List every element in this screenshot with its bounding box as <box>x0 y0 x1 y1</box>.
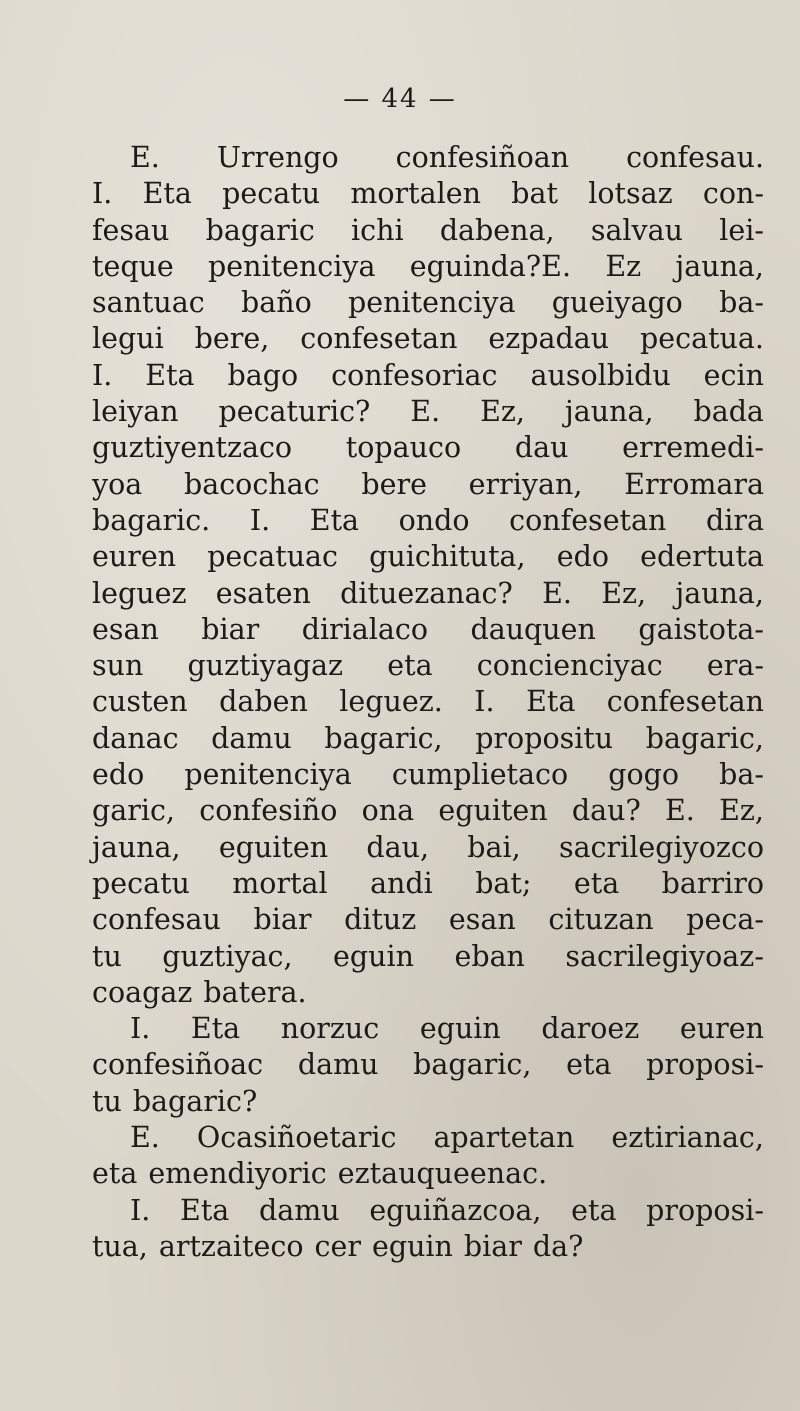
word: eztauqueenac. <box>337 1157 548 1191</box>
word: E. <box>130 1121 160 1155</box>
word: barriro <box>661 866 764 900</box>
word: pecatuac <box>207 540 339 574</box>
text-line <box>92 830 764 866</box>
word: Urrengo <box>216 141 339 174</box>
word: eta <box>92 1157 138 1191</box>
word: mortalen <box>350 177 481 211</box>
word: erremedi- <box>622 431 764 465</box>
word: bagaric? <box>132 1084 258 1118</box>
word: ecin <box>703 358 764 392</box>
text-line <box>92 394 764 430</box>
word: concienciyac <box>476 649 663 683</box>
word: ichi <box>351 213 404 247</box>
word: peca- <box>686 903 764 937</box>
text-line <box>92 358 764 394</box>
word: Eta <box>145 358 195 392</box>
word: daroez <box>541 1012 640 1046</box>
text-line <box>92 902 764 938</box>
word: I. <box>130 1193 151 1227</box>
word: confesiñoan <box>395 141 570 174</box>
word: bagaric <box>205 213 315 247</box>
word: eguiten <box>438 794 548 828</box>
word: bere, <box>194 322 270 356</box>
word: esaten <box>215 576 311 610</box>
word: esan <box>92 612 159 646</box>
word: euren <box>679 1012 764 1046</box>
word: cumplietaco <box>391 758 569 792</box>
text-line <box>92 793 764 829</box>
word: jauna, <box>564 395 654 429</box>
word: leguez <box>92 576 187 610</box>
word: propositu <box>475 721 614 755</box>
text-line <box>92 1120 764 1156</box>
word: leguez. <box>339 685 443 719</box>
word: fesau <box>92 213 170 247</box>
word: I. <box>474 685 495 719</box>
word: dabena, <box>439 213 555 247</box>
word: eta <box>571 1193 617 1227</box>
word: eguin <box>371 1229 453 1263</box>
text-line <box>92 612 764 648</box>
word: jauna, <box>92 830 181 864</box>
word: gaistota- <box>638 612 764 646</box>
word: penitenciya <box>184 758 352 792</box>
word: euren <box>92 540 177 574</box>
word: biar <box>201 612 260 646</box>
word: confesetan <box>509 503 667 537</box>
text-line <box>92 1047 764 1083</box>
word: Erromara <box>624 467 764 501</box>
text-line <box>92 684 764 720</box>
word: dira <box>705 503 764 537</box>
word: Eta <box>526 685 576 719</box>
word: damu <box>297 1048 379 1082</box>
text-line <box>92 503 764 539</box>
word: edo <box>556 540 609 574</box>
word: eguiten <box>218 830 329 864</box>
word: bere <box>361 467 427 501</box>
word: eguiñazcoa, <box>369 1193 542 1227</box>
word: sun <box>92 649 144 683</box>
word: daben <box>219 685 308 719</box>
word: topauco <box>345 431 462 465</box>
word: guichituta, <box>369 540 526 574</box>
text-line <box>92 648 764 684</box>
word: con- <box>702 177 764 211</box>
word: bagaric. <box>92 503 211 537</box>
word: Ez, <box>719 794 764 828</box>
word: damu <box>211 721 292 755</box>
word: bada <box>693 395 764 429</box>
word: E. <box>664 794 695 828</box>
word: tu <box>92 939 122 973</box>
word: ba- <box>719 286 764 320</box>
word: teque <box>92 249 174 283</box>
word: dau, <box>366 830 430 864</box>
word: era- <box>706 649 764 683</box>
word: eguinda?E. <box>409 249 572 283</box>
text-line <box>92 757 764 793</box>
word: proposi- <box>646 1193 764 1227</box>
text-line <box>92 975 764 1011</box>
word: dituz <box>344 903 417 937</box>
text-line <box>92 576 764 612</box>
word: ondo <box>398 503 470 537</box>
word: guztiyac, <box>162 939 293 973</box>
word: coagaz <box>92 975 193 1009</box>
word: andi <box>370 866 433 900</box>
word: garic, <box>92 794 175 828</box>
word: Ez, <box>480 395 525 429</box>
word: eban <box>454 939 525 973</box>
word: bagaric, <box>645 721 764 755</box>
text-line <box>92 1229 764 1265</box>
word: Ez <box>605 249 642 283</box>
text-line <box>92 866 764 902</box>
body-text <box>92 140 764 1265</box>
word: confesau. <box>626 141 764 174</box>
text-line <box>92 1193 764 1229</box>
word: pecatu <box>92 866 190 900</box>
word: edertuta <box>640 540 764 574</box>
word: eguin <box>419 1012 501 1046</box>
word: ona <box>361 794 415 828</box>
word: penitenciya <box>208 249 376 283</box>
word: dau <box>514 431 569 465</box>
word: baño <box>241 286 312 320</box>
word: santuac <box>92 286 205 320</box>
word: bat <box>511 177 558 211</box>
word: artzaiteco <box>158 1229 304 1263</box>
text-line <box>92 1156 764 1192</box>
word: Ez, <box>601 576 647 610</box>
word: eguin <box>333 939 414 973</box>
word: E. <box>130 141 160 174</box>
word: E. <box>542 576 572 610</box>
word: biar <box>253 903 312 937</box>
word: legui <box>92 322 164 356</box>
text-line <box>92 249 764 285</box>
word: jauna, <box>675 249 764 283</box>
word: confesoriac <box>331 358 498 392</box>
word: confesetan <box>300 322 458 356</box>
word: confesiño <box>199 794 338 828</box>
word: bacochac <box>183 467 320 501</box>
word: pecaturic? <box>218 395 371 429</box>
word: Ocasiñoetaric <box>196 1121 397 1155</box>
word: bagaric, <box>324 721 443 755</box>
word: bai, <box>467 830 521 864</box>
word: tua, <box>92 1229 148 1263</box>
word: bago <box>227 358 299 392</box>
word: Eta <box>142 177 192 211</box>
text-line <box>92 430 764 466</box>
text-line <box>92 1084 764 1120</box>
word: pecatu <box>222 177 321 211</box>
word: penitenciya <box>348 286 516 320</box>
page-number: — 44 — <box>343 84 457 114</box>
word: danac <box>92 721 179 755</box>
word: da? <box>532 1229 584 1263</box>
word: eta <box>387 649 433 683</box>
word: E. <box>410 395 441 429</box>
text-line <box>92 176 764 212</box>
word: I. <box>249 503 271 537</box>
text-line <box>92 321 764 357</box>
word: lei- <box>719 213 764 247</box>
word: Eta <box>190 1012 241 1046</box>
word: cer <box>314 1229 361 1263</box>
word: yoa <box>92 467 143 501</box>
word: eta <box>573 866 620 900</box>
word: dituezanac? <box>340 576 513 610</box>
word: confesetan <box>606 685 764 719</box>
word: I. <box>92 177 113 211</box>
word: pecatua. <box>640 322 764 356</box>
word: I. <box>92 358 113 392</box>
word: lotsaz <box>588 177 673 211</box>
word: biar <box>463 1229 522 1263</box>
word: guztiyagaz <box>187 649 344 683</box>
word: mortal <box>232 866 328 900</box>
word: norzuc <box>280 1012 380 1046</box>
text-line <box>92 213 764 249</box>
text-line <box>92 721 764 757</box>
text-line <box>92 939 764 975</box>
text-line <box>92 1011 764 1047</box>
word: sacrilegiyozco <box>558 830 764 864</box>
word: apartetan <box>433 1121 575 1155</box>
word: dau? <box>571 794 641 828</box>
text-line <box>92 140 764 176</box>
text-line <box>92 467 764 503</box>
word: jauna, <box>675 576 764 610</box>
word: sacrilegiyoaz- <box>565 939 764 973</box>
word: eta <box>566 1048 612 1082</box>
word: batera. <box>203 975 307 1009</box>
word: esan <box>448 903 516 937</box>
word: proposi- <box>646 1048 764 1082</box>
word: tu <box>92 1084 122 1118</box>
word: Eta <box>180 1193 230 1227</box>
word: cituzan <box>548 903 654 937</box>
word: eztirianac, <box>611 1121 764 1155</box>
word: guztiyentzaco <box>92 431 293 465</box>
text-line <box>92 285 764 321</box>
word: ba- <box>719 758 764 792</box>
word: dirialaco <box>301 612 429 646</box>
word: erriyan, <box>468 467 583 501</box>
word: custen <box>92 685 188 719</box>
word: edo <box>92 758 145 792</box>
word: gueiyago <box>551 286 683 320</box>
word: gogo <box>608 758 680 792</box>
word: ezpadau <box>488 322 610 356</box>
text-line <box>92 539 764 575</box>
word: Eta <box>309 503 360 537</box>
word: bat; <box>475 866 532 900</box>
word: leiyan <box>92 395 179 429</box>
word: salvau <box>590 213 683 247</box>
word: emendiyoric <box>148 1157 327 1191</box>
word: ausolbidu <box>530 358 671 392</box>
word: confesiñoac <box>92 1048 264 1082</box>
word: dauquen <box>470 612 596 646</box>
word: I. <box>130 1012 151 1046</box>
word: bagaric, <box>413 1048 532 1082</box>
word: confesau <box>92 903 221 937</box>
word: damu <box>258 1193 340 1227</box>
